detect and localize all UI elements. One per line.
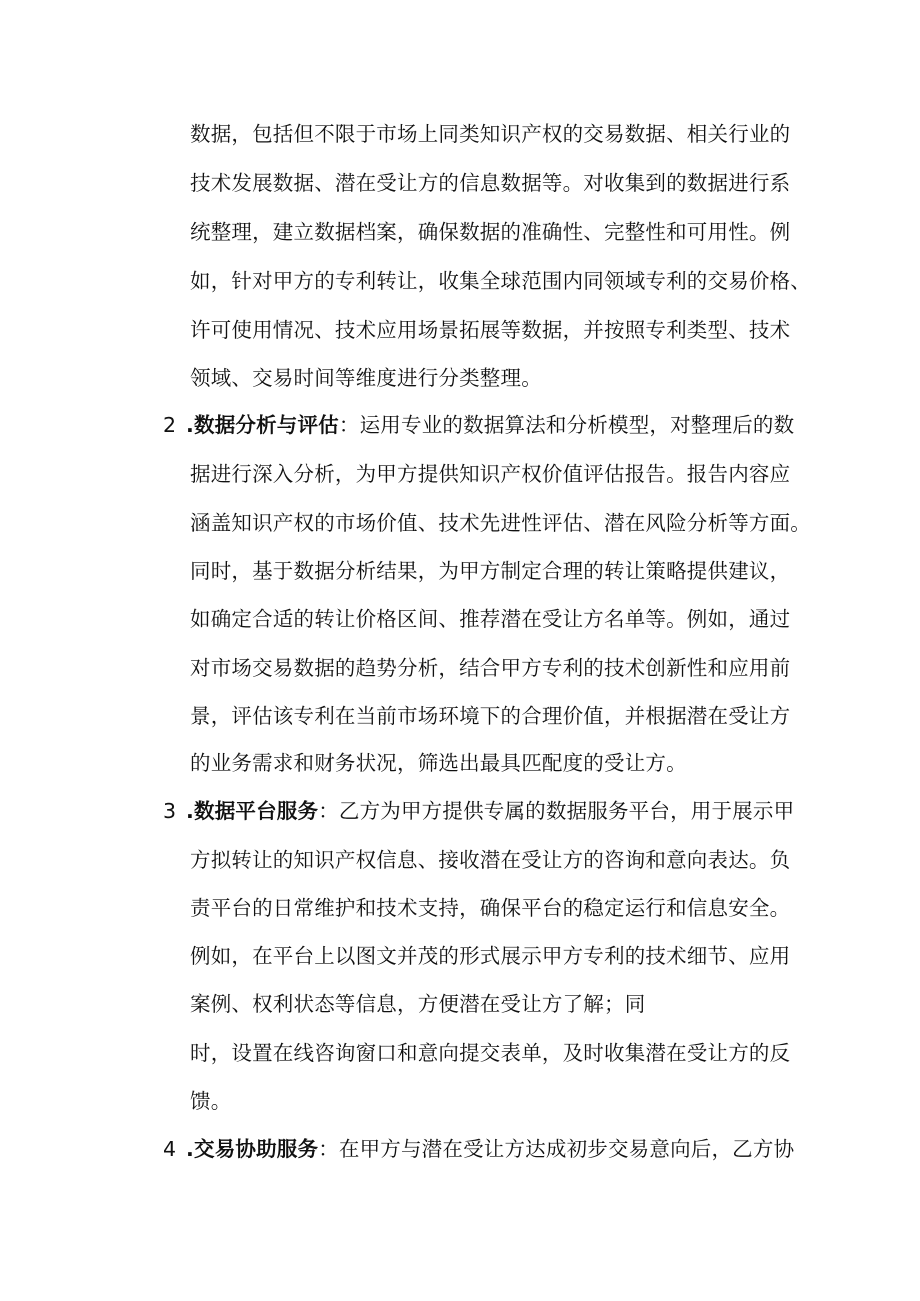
text-line: 如，针对甲方的专利转让，收集全球范围内同领域专利的交易价格、 [190,269,811,293]
item-text: ：在甲方与潜在受让方达成初步交易意向后，乙方协 [318,1137,795,1161]
text-line: 时，设置在线咨询窗口和意向提交表单，及时收集潜在受让方的反 [190,1041,791,1065]
text-line: 技术发展数据、潜在受让方的信息数据等。对收集到的数据进行系 [190,171,791,195]
text-line: 许可使用情况、技术应用场景拓展等数据，并按照专利类型、技术 [190,318,791,342]
list-number: 3 [163,799,177,823]
text-line: 的业务需求和财务状况，筛选出最具匹配度的受让方。 [190,751,687,775]
item-text: ：乙方为甲方提供专属的数据服务平台，用于展示甲 [318,799,795,823]
item-heading: .数据平台服务 [186,799,319,823]
item-text: ：运用专业的数据算法和分析模型，对整理后的数 [338,413,795,437]
text-line: 如确定合适的转让价格区间、推荐潜在受让方名单等。例如，通过 [190,607,791,631]
text-line: 责平台的日常维护和技术支持，确保平台的稳定运行和信息安全。 [190,896,791,920]
list-item-first-line [186,797,794,825]
text-line: 景，评估该专利在当前市场环境下的合理价值，并根据潜在受让方 [190,704,791,728]
text-line: 领域、交易时间等维度进行分类整理。 [190,366,542,390]
item-heading: .数据分析与评估 [186,413,339,437]
text-line: 案例、权利状态等信息，方便潜在受让方了解；同 [190,992,646,1016]
text-line: 据进行深入分析，为甲方提供知识产权价值评估报告。报告内容应 [190,462,791,486]
text-line: 数据，包括但不限于市场上同类知识产权的交易数据、相关行业的 [190,122,791,146]
list-item-first-line [186,411,794,439]
item-heading: .交易协助服务 [186,1137,319,1161]
text-line: 统整理，建立数据档案，确保数据的准确性、完整性和可用性。例 [190,220,791,244]
text-line: 例如，在平台上以图文并茂的形式展示甲方专利的技术细节、应用 [190,944,791,968]
list-number: 4 [163,1137,177,1161]
text-line: 涵盖知识产权的市场价值、技术先进性评估、潜在风险分析等方面。 [190,511,811,535]
text-line: 对市场交易数据的趋势分析，结合甲方专利的技术创新性和应用前 [190,656,791,680]
text-line: 馈。 [190,1089,232,1113]
list-number: 2 [163,413,177,437]
text-line: 方拟转让的知识产权信息、接收潜在受让方的咨询和意向表达。负 [190,848,791,872]
list-item-first-line [186,1135,794,1163]
text-line: 同时，基于数据分析结果，为甲方制定合理的转让策略提供建议， [190,559,791,583]
